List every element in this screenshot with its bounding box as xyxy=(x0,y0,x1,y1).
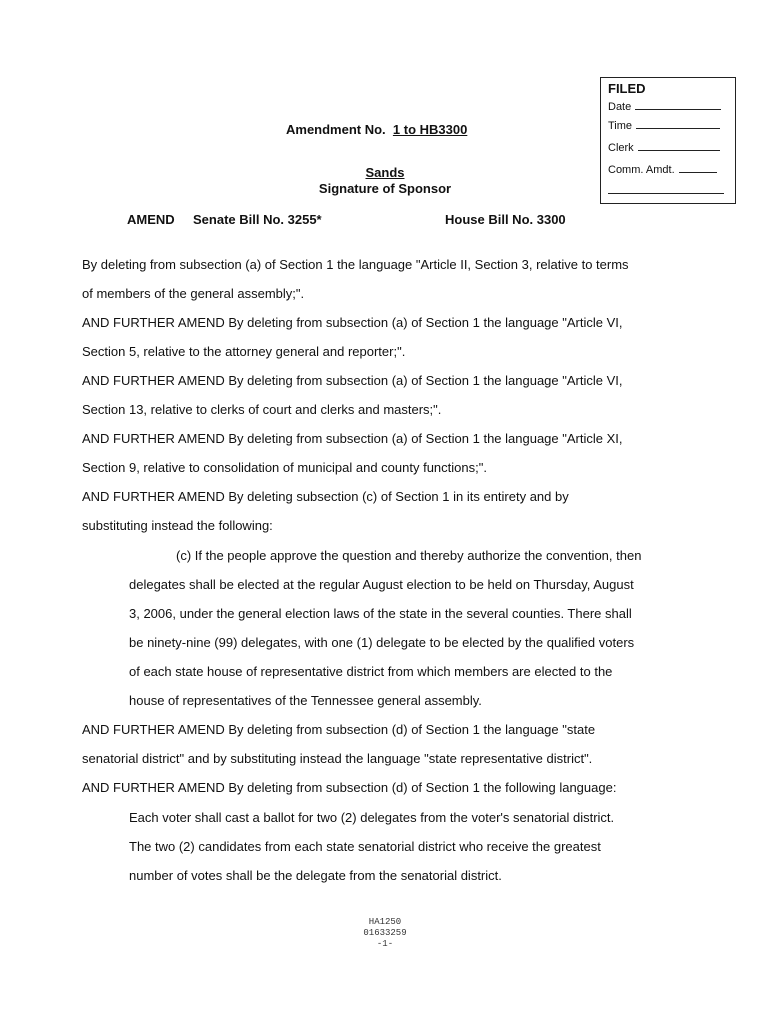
filed-clerk-row xyxy=(608,137,735,159)
body-line: Section 5, relative to the attorney general and reporter;". xyxy=(82,344,406,359)
body-line: number of votes shall be the delegate from the senatorial district. xyxy=(129,868,502,883)
filed-date-line xyxy=(635,97,721,110)
body-line: substituting instead the following: xyxy=(82,518,273,533)
body-line: By deleting from subsection (a) of Section 1 the language "Article II, Section 3, relative to terms xyxy=(82,257,629,272)
body-line: be ninety-nine (99) delegates, with one (1) delegate to be elected by the qualified voters xyxy=(129,635,635,650)
house-bill-number: House Bill No. 3300 xyxy=(445,212,566,227)
page-number: -1- xyxy=(376,939,394,949)
body-line: The two (2) candidates from each state senatorial district who receive the greatest xyxy=(129,839,601,854)
body-line: Section 13, relative to clerks of court and clerks and masters;". xyxy=(82,402,442,417)
filed-comm-amdt-label: Comm. Amdt. xyxy=(608,164,675,176)
senate-bill-number: Senate Bill No. 3255* xyxy=(193,212,322,227)
body-line: house of representatives of the Tennessee general assembly. xyxy=(129,693,482,708)
footer-code-2: 01633259 xyxy=(363,928,407,938)
filed-title: FILED xyxy=(608,81,646,96)
body-line: AND FURTHER AMEND By deleting subsection (c) of Section 1 in its entirety and by xyxy=(82,489,569,504)
page-footer xyxy=(0,917,770,950)
filed-clerk-line xyxy=(638,138,720,151)
body-line: AND FURTHER AMEND By deleting from subsection (d) of Section 1 the language "state xyxy=(82,722,596,737)
sponsor-name: Sands xyxy=(365,165,405,180)
body-line: AND FURTHER AMEND By deleting from subsection (d) of Section 1 the following language: xyxy=(82,780,617,795)
body-line: senatorial district" and by substituting instead the language "state representative district". xyxy=(82,751,593,766)
amendment-prefix: Amendment No. xyxy=(286,122,386,137)
body-line: (c) If the people approve the question and thereby authorize the convention, then xyxy=(176,548,642,563)
body-line: of each state house of representative district from which members are elected to the xyxy=(129,664,613,679)
body-line: AND FURTHER AMEND By deleting from subsection (a) of Section 1 the language "Article XI, xyxy=(82,431,623,446)
body-line: 3, 2006, under the general election laws of the state in the several counties. There shall xyxy=(129,606,632,621)
body-line: AND FURTHER AMEND By deleting from subsection (a) of Section 1 the language "Article VI, xyxy=(82,373,623,388)
filed-time-line xyxy=(636,116,720,129)
body-line: of members of the general assembly;". xyxy=(82,286,305,301)
body-line: AND FURTHER AMEND By deleting from subsection (a) of Section 1 the language "Article VI, xyxy=(82,315,623,330)
filed-time-row xyxy=(608,115,735,137)
filed-date-row xyxy=(608,97,735,115)
filed-time-label: Time xyxy=(608,120,633,132)
sponsor-label: Signature of Sponsor xyxy=(318,181,452,196)
filed-clerk-label: Clerk xyxy=(608,142,634,154)
body-line: Each voter shall cast a ballot for two (2) delegates from the voter's senatorial district. xyxy=(129,810,615,825)
amend-word: AMEND xyxy=(127,212,175,227)
filed-date-label: Date xyxy=(608,101,632,113)
body-line: Section 9, relative to consolidation of municipal and county functions;". xyxy=(82,460,487,475)
footer-code-1: HA1250 xyxy=(368,917,402,927)
amendment-number: 1 to HB3300 xyxy=(392,122,468,137)
amendment-heading xyxy=(286,122,467,137)
body-line: delegates shall be elected at the regular August election to be held on Thursday, August xyxy=(129,577,634,592)
